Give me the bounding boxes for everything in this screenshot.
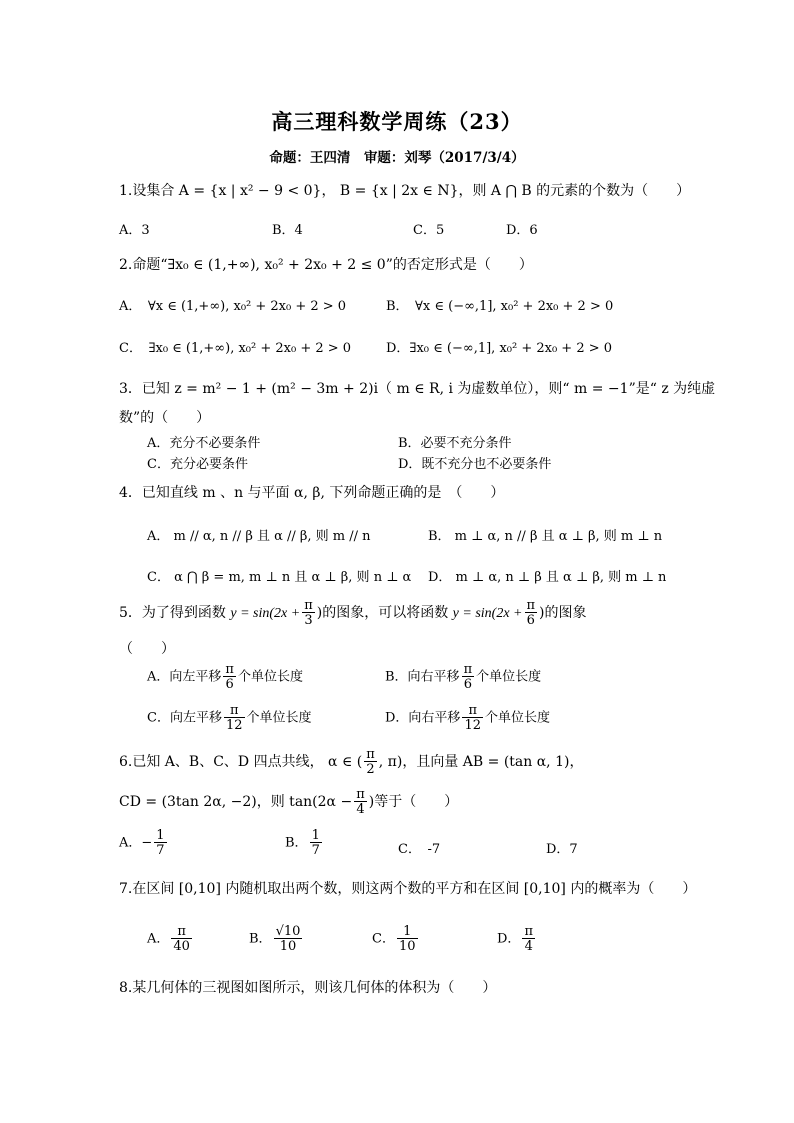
q2-option-b: B． ∀x ∈ (−∞,1], x₀² + 2x₀ + 2 > 0 (386, 299, 614, 314)
question-6-line-2: CD = (3tan 2α, −2)，则 tan(2α − $\frac{\pi}{4}$ )等于（ ） (119, 787, 459, 817)
q4-option-b: B． m ⊥ α, n // β 且 α ⊥ β, 则 m ⊥ n (428, 529, 663, 544)
q2-option-d: D．∃x₀ ∈ (−∞,1], x₀² + 2x₀ + 2 > 0 (386, 341, 613, 356)
q4-option-d: D． m ⊥ α, n ⊥ β 且 α ⊥ β, 则 m ⊥ n (428, 570, 667, 585)
q3-option-c: C．充分必要条件 (147, 457, 248, 472)
page-subtitle: 命题：王四清 审题：刘琴（2017/3/4） (269, 150, 525, 166)
q1-option-a: A．3 (119, 223, 150, 238)
question-8-stem: 8.某几何体的三视图如图所示，则该几何体的体积为（ ） (119, 980, 497, 996)
q5-option-a: A．向左平移 $\frac{\pi}{6}$ 个单位长度 (147, 662, 303, 692)
q7-option-d: D． $\frac{\pi}{4}$ (497, 924, 533, 954)
q6-option-a: A．− $\frac{1}{7}$ (119, 828, 165, 858)
q5-option-c: C．向左平移 $\frac{\pi}{12}$ 个单位长度 (147, 703, 312, 733)
question-3-line-2: 数”的（ ） (119, 410, 211, 426)
question-1-stem: 1.设集合 A = {x | x² − 9 < 0}， B = {x | 2x ∈ N}，则 A ⋂ B 的元素的个数为（ ） (119, 183, 691, 199)
q3-option-d: D．既不充分也不必要条件 (398, 457, 552, 472)
question-3-line-1: 3．已知 z = m² − 1 + (m² − 3m + 2)i（ m ∈ R, i 为虚数单位），则“ m = −1”是“ z 为纯虚 (119, 381, 716, 397)
question-4-stem: 4．已知直线 m 、n 与平面 α, β, 下列命题正确的是 （ ） (119, 485, 505, 501)
q5-option-d: D．向右平移 $\frac{\pi}{12}$ 个单位长度 (385, 703, 550, 733)
q7-option-a: A． $\frac{\pi}{40}$ (147, 924, 190, 954)
q5-option-b: B．向右平移 $\frac{\pi}{6}$ 个单位长度 (385, 662, 542, 692)
q6-option-c: C． -7 (398, 842, 441, 857)
q4-option-a: A． m // α, n // β 且 α // β, 则 m // n (147, 529, 371, 544)
q2-option-c: C． ∃x₀ ∈ (1,+∞), x₀² + 2x₀ + 2 > 0 (119, 341, 352, 356)
question-5-line-1: 5．为了得到函数 y = sin(2x + $\frac{\pi}{3}$ )的图象，可以将函数 y = sin(2x + $\frac{\pi}{6}$ )的图象 (119, 598, 587, 628)
q7-option-c: C． $\frac{1}{10}$ (372, 924, 416, 954)
q3-option-a: A．充分不必要条件 (147, 436, 261, 451)
page-title: 高三理科数学周练（23） (271, 109, 523, 134)
q4-option-c: C． α ⋂ β = m, m ⊥ n 且 α ⊥ β, 则 n ⊥ α (147, 570, 412, 585)
q1-option-d: D．6 (506, 223, 538, 238)
q2-option-a: A． ∀x ∈ (1,+∞), x₀² + 2x₀ + 2 > 0 (119, 299, 347, 314)
q3-option-b: B．必要不充分条件 (398, 436, 512, 451)
q7-option-b: B． $\frac{√10}{10}$ (249, 924, 301, 954)
q6-option-b: B． $\frac{1}{7}$ (285, 828, 320, 858)
q6-option-d: D．7 (546, 842, 578, 857)
q1-option-b: B．4 (272, 223, 303, 238)
question-2-stem: 2.命题“∃x₀ ∈ (1,+∞), x₀² + 2x₀ + 2 ≤ 0”的否定形式是（ ） (119, 257, 533, 273)
question-7-stem: 7.在区间 [0,10] 内随机取出两个数，则这两个数的平方和在区间 [0,10] 内的概率为（ ） (119, 881, 697, 897)
q1-option-c: C．5 (413, 223, 445, 238)
question-5-line-2: （ ） (119, 641, 175, 657)
question-6-line-1: 6.已知 A、B、C、D 四点共线， α ∈ ( $\frac{\pi}{2}$ , π)，且向量 AB = (tan α, 1)， (119, 747, 584, 777)
fraction: $\frac{\pi}{3}$ (304, 598, 313, 628)
fraction: $\frac{\pi}{6}$ (526, 598, 536, 628)
